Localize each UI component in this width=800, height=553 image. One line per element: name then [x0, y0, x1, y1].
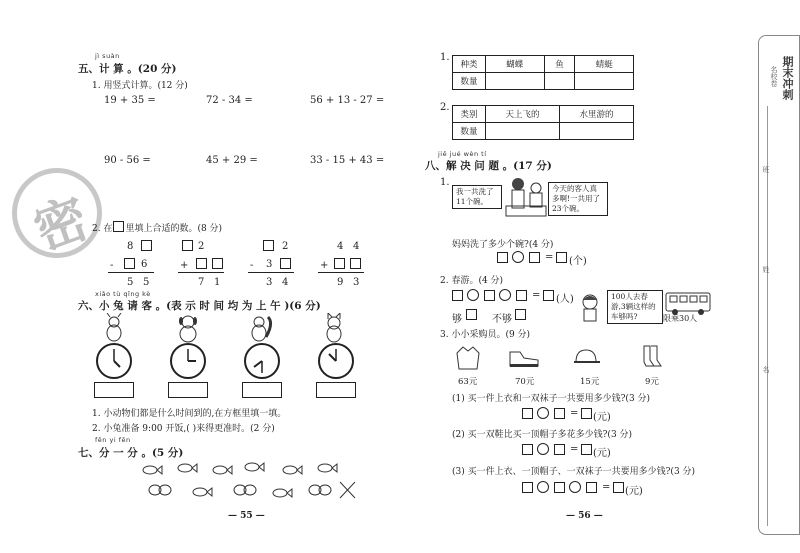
deer-figure: [102, 313, 126, 343]
sec7-title: 七、分 一 分 。(5 分): [78, 447, 184, 459]
clock-1: [96, 343, 132, 379]
side-label-3: 名: [762, 366, 770, 373]
cap-icon: [572, 348, 600, 368]
answer-box-4[interactable]: [316, 382, 356, 398]
price-cap: 15元: [580, 377, 600, 387]
family-figure: [504, 176, 548, 220]
sec8-pinyin: jiě jué wèn tí: [438, 150, 487, 158]
p3-q2: (2) 买一双鞋比买一顶帽子多花多少钱?(3 分): [452, 430, 633, 440]
sec7-pinyin: fēn yi fēn: [95, 436, 131, 444]
seal-stamp: 密: [0, 155, 115, 270]
expr-2: 72 - 34 =: [206, 95, 253, 106]
p3-title: 3. 小小采购员。(9 分): [440, 330, 531, 340]
socks-icon: [640, 344, 662, 370]
cat-figure: [322, 313, 346, 343]
expr-5: 45 + 29 =: [206, 155, 258, 166]
price-shoes: 70元: [515, 377, 535, 387]
sec6-q1: 1. 小动物们都是什么时间到的,在方框里填一填。: [92, 409, 287, 419]
page-number-left: — 55 —: [228, 511, 265, 521]
dog-figure: [176, 313, 200, 343]
side-label-2: 姓: [762, 266, 770, 273]
expr-6: 33 - 15 + 43 =: [310, 155, 385, 166]
clock-2: [170, 343, 206, 379]
p1-question: 妈妈洗了多少个碗?(4 分): [452, 240, 554, 250]
sec5-pinyin: jì suàn: [95, 52, 120, 60]
brand-title: 期末冲刺: [781, 56, 794, 100]
price-jacket: 63元: [458, 377, 478, 387]
page-number-right: — 56 —: [566, 511, 603, 521]
binding-strip: [758, 35, 800, 535]
sec6-pinyin: xiǎo tù qǐng kè: [95, 290, 151, 298]
jacket-icon: [455, 345, 481, 371]
side-label-1: 班: [762, 166, 770, 173]
p2-title: 2. 春游。(4 分): [440, 276, 504, 286]
table1-num: 1.: [440, 52, 450, 63]
bus-question-bubble: 100人去春游,3辆这样的车够吗?: [607, 290, 663, 324]
bus-capacity-label: 限乘30人: [663, 314, 698, 323]
brand-sub: 名校卷: [770, 66, 778, 87]
clock-4: [318, 343, 354, 379]
p1-num: 1.: [440, 177, 450, 188]
speech-bubble-2: 今天的客人真多啊!一共用了23个碗。: [548, 182, 608, 216]
sec6-q2: 2. 小兔准备 9:00 开饭,( )来得更准时。(2 分): [92, 424, 275, 434]
speech-bubble-1: 我一共洗了11个碗。: [452, 185, 502, 209]
answer-box-2[interactable]: [168, 382, 208, 398]
sec8-title: 八、解 决 问 题 。(17 分): [425, 160, 552, 172]
clock-3: [244, 343, 280, 379]
price-socks: 9元: [645, 377, 659, 387]
sec5-sub1: 1. 用竖式计算。(12 分): [92, 81, 188, 91]
expr-1: 19 + 35 =: [104, 95, 156, 106]
sort-items-figure: [140, 460, 360, 505]
table-2: 类别 天上飞的 水里游的 数量: [452, 105, 634, 140]
expr-3: 56 + 13 - 27 =: [310, 95, 385, 106]
squirrel-figure: [248, 313, 274, 343]
table2-num: 2.: [440, 102, 450, 113]
sec5-sub2: 2. 在 里填上合适的数。(8 分): [92, 221, 222, 234]
table-1: 种类 蝴蝶 鱼 蜻蜓 数量: [452, 55, 634, 90]
expr-4: 90 - 56 =: [104, 155, 151, 166]
p3-q3: (3) 买一件上衣、一顶帽子、一双袜子一共要用多少钱?(3 分): [452, 467, 696, 477]
sec6-title: 六、小 兔 请 客 。(表 示 时 间 均 为 上 午 )(6 分): [78, 300, 321, 312]
p3-q1: (1) 买一件上衣和一双袜子一共要用多少钱?(3 分): [452, 394, 651, 404]
answer-box-3[interactable]: [242, 382, 282, 398]
boy-figure: [578, 294, 602, 322]
shoes-icon: [508, 348, 540, 370]
sec5-title: 五、计 算 。(20 分): [78, 63, 177, 75]
answer-box-1[interactable]: [94, 382, 134, 398]
